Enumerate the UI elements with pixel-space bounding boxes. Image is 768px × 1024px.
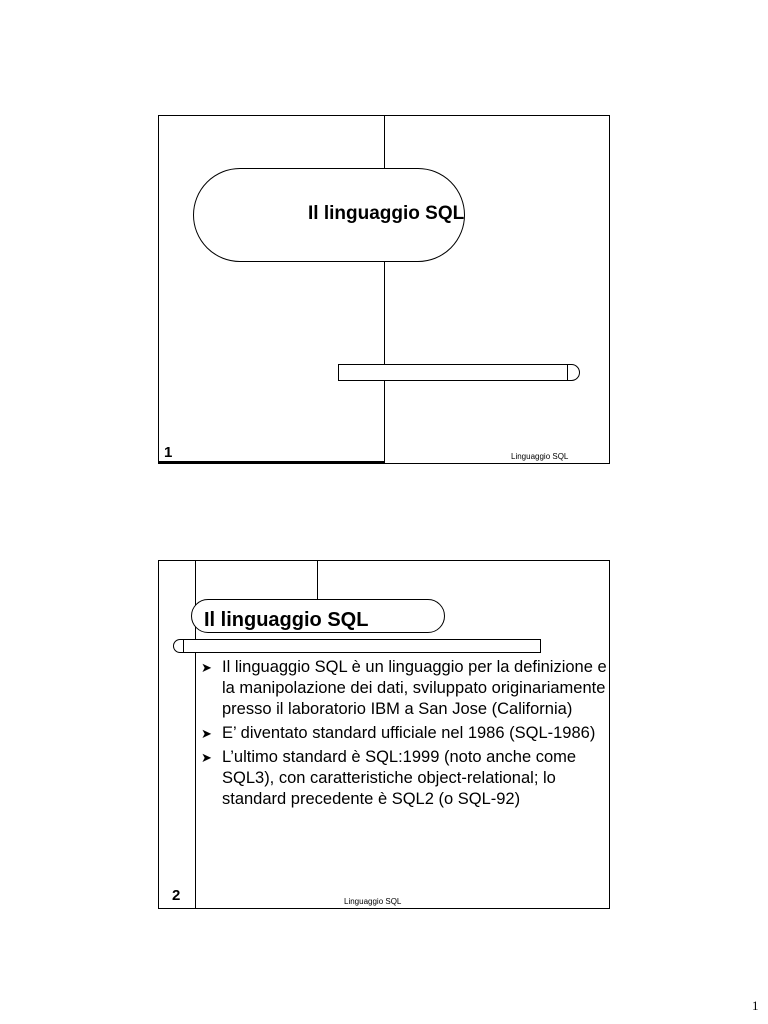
slide-2-footer: Linguaggio SQL [344,897,402,906]
slide-1-title: Il linguaggio SQL [308,203,465,224]
slide-2-number: 2 [172,887,181,904]
slide-1-subtitle-bar [338,364,580,381]
slide-2-underbar-cap [183,640,184,652]
slide-2-content [199,657,607,813]
slide-2 [158,560,610,909]
slide-2-bullet-list [199,657,607,810]
arrowhead-bullet-icon: ➤ [201,660,212,675]
list-item [199,747,607,810]
bullet-text: L’ultimo standard è SQL:1999 (noto anche come SQL3), con caratteristiche object-relational; lo standard precedente è SQL2 (o SQL-92) [222,748,577,808]
slide-2-top-divider [317,561,318,599]
bullet-text: Il linguaggio SQL è un linguaggio per la definizione e la manipolazione dei dati, sviluppato originariamente presso il laboratorio IBM a San Jose (California) [222,658,607,718]
slide-1-number: 1 [164,444,173,461]
slide-2-title-underbar [173,639,541,653]
arrowhead-bullet-icon: ➤ [201,726,212,741]
bullet-text: E’ diventato standard ufficiale nel 1986 (SQL-1986) [222,724,596,742]
slide-1-bottom-rule [159,461,385,463]
slide-1 [158,115,610,464]
arrowhead-bullet-icon: ➤ [201,750,212,765]
slide-2-title: Il linguaggio SQL [204,609,369,631]
slide-1-subtitle-bar-cap [567,365,568,380]
list-item [199,723,607,744]
list-item [199,657,607,720]
page-number: 1 [752,998,759,1013]
slide-1-footer: Linguaggio SQL [511,452,569,461]
